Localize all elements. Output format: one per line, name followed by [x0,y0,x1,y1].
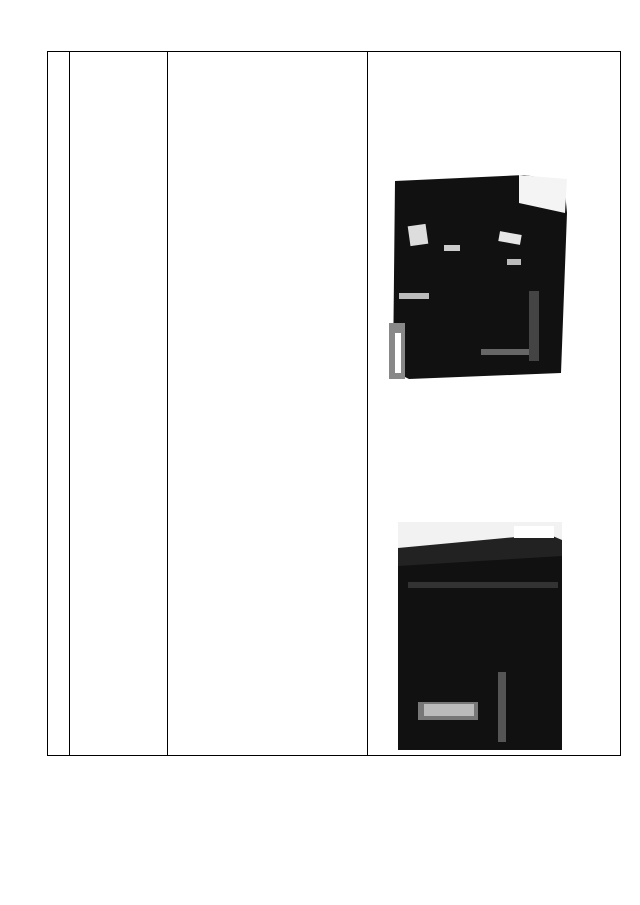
column-divider [367,52,368,755]
column-divider [167,52,168,755]
wardrobe-photo [389,173,569,381]
table-photo [398,522,562,750]
column-divider [69,52,70,755]
objects-table [47,51,621,756]
